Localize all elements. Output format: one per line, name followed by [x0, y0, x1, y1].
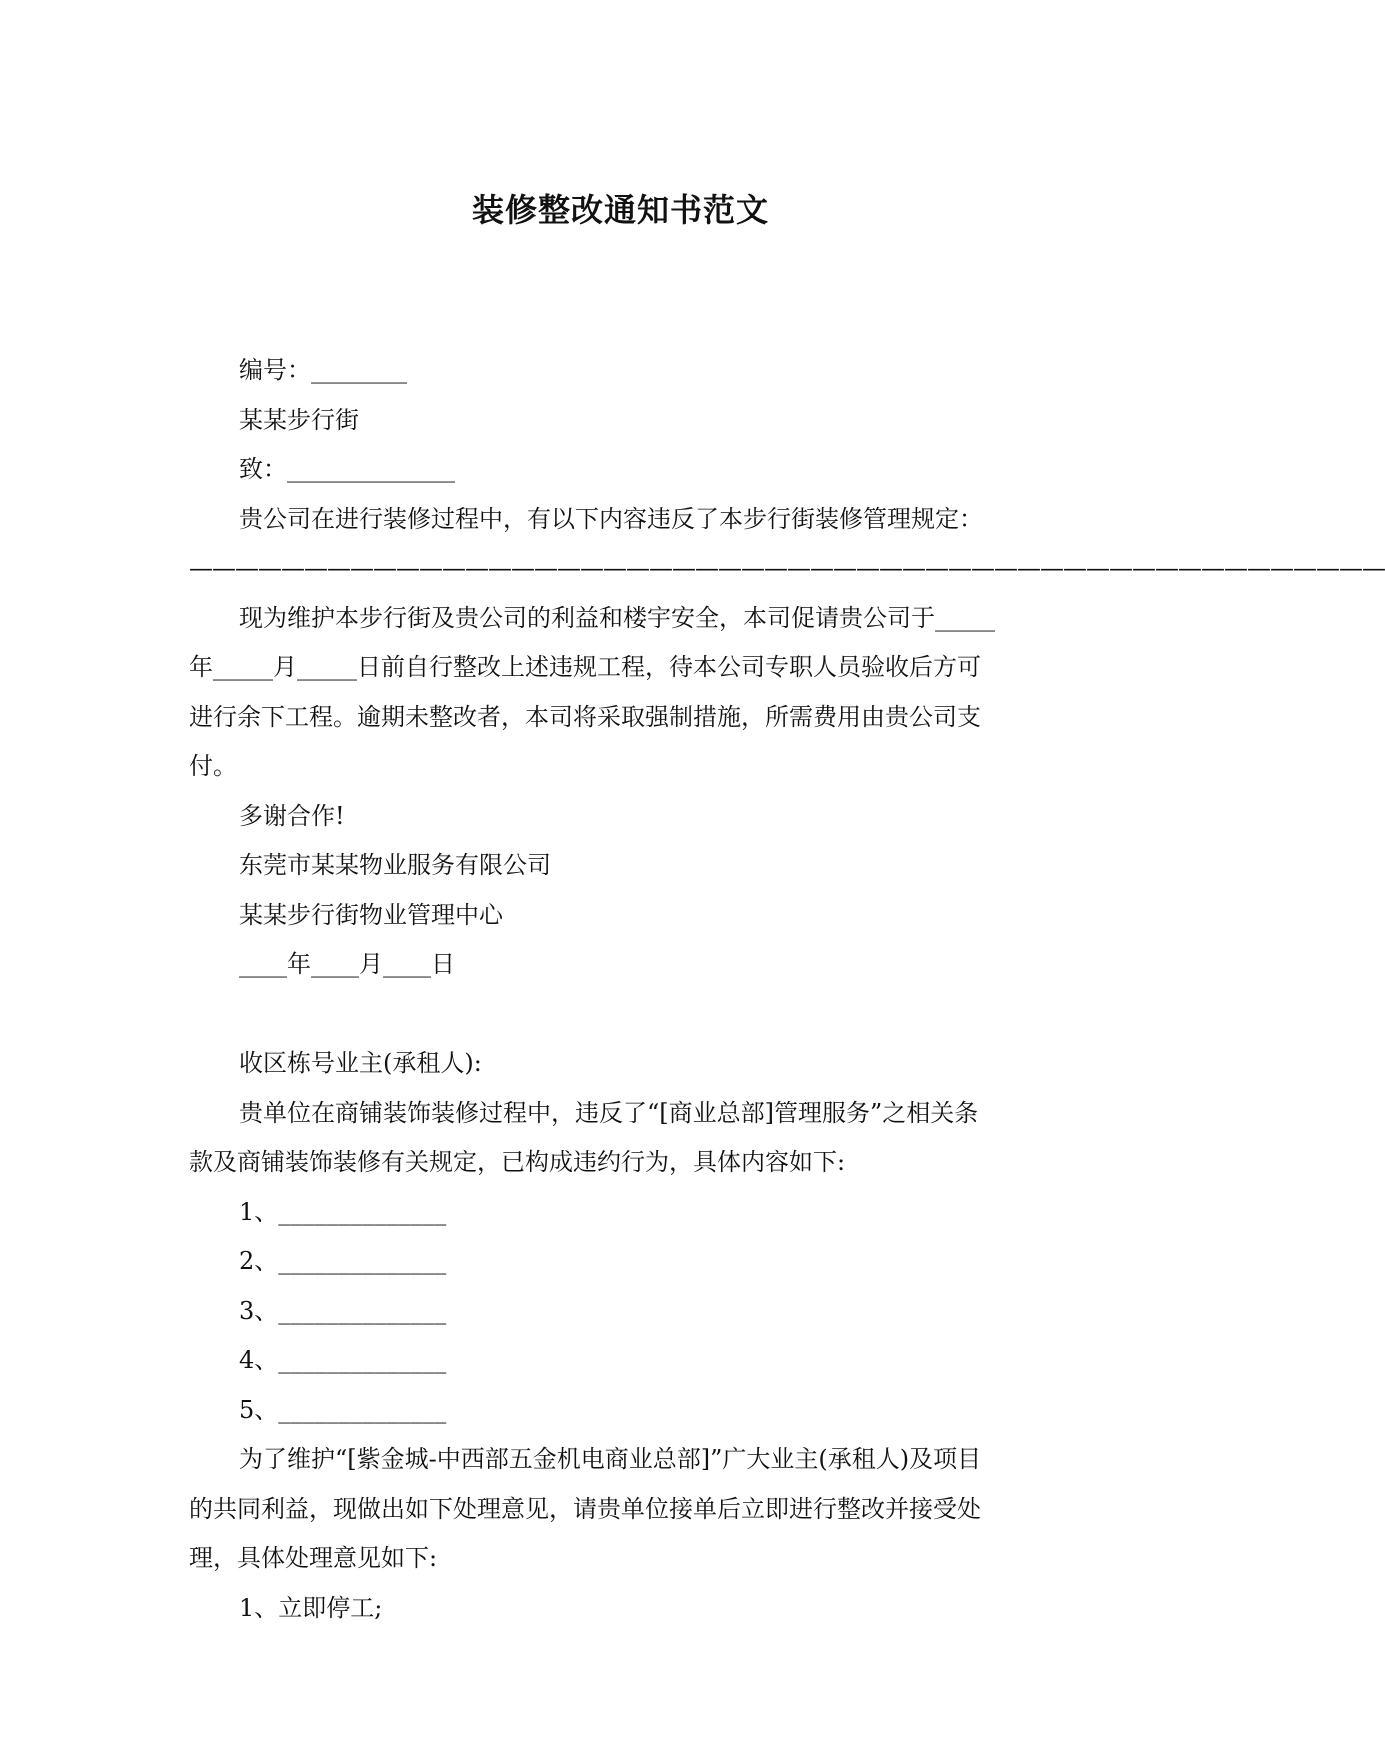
section-gap	[189, 990, 1054, 1040]
notice-number: 编号：________	[239, 356, 407, 384]
violation-item-3: 3、______________	[239, 1296, 447, 1325]
body-line-2: 年_____月_____日前自行整改上述违规工程，待本公司专职人员验收后方可	[189, 653, 981, 681]
date-line: ____年____月____日	[239, 950, 455, 978]
intro-line-1: 贵单位在商铺装饰装修过程中，违反了“[商业总部]管理服务”之相关条	[239, 1098, 979, 1127]
company-name: 东莞市某某物业服务有限公司	[239, 851, 551, 879]
first-action-item: 1、立即停工;	[239, 1593, 383, 1622]
action-line-1: 为了维护“[紫金城-中西部五金机电商业总部]”广大业主(承租人)及项目	[239, 1445, 982, 1473]
body-line-3: 进行余下工程。逾期未整改者，本司将采取强制措施，所需费用由贵公司支	[189, 702, 981, 731]
notice-location: 某某步行街	[239, 405, 359, 434]
violation-item-2: 2、______________	[239, 1247, 447, 1275]
violation-item-4: 4、______________	[239, 1346, 447, 1374]
violation-item-1: 1、______________	[239, 1197, 447, 1226]
thanks-line: 多谢合作!	[239, 801, 345, 830]
action-line-3: 理，具体处理意见如下:	[189, 1544, 438, 1572]
document-title: 装修整改通知书范文	[471, 191, 769, 229]
department-name: 某某步行街物业管理中心	[239, 900, 503, 929]
notice-recipient: 致：______________	[239, 455, 455, 483]
body-line-4: 付。	[189, 752, 237, 780]
document-body	[189, 346, 1385, 1633]
violation-blank-line: ————————————————————————————————————————————————————	[189, 554, 1385, 582]
intro-line-2: 款及商铺装饰装修有关规定，已构成违约行为，具体内容如下:	[189, 1148, 846, 1176]
violation-item-5: 5、______________	[239, 1395, 447, 1424]
violation-intro: 贵公司在进行装修过程中，有以下内容违反了本步行街装修管理规定：	[239, 504, 983, 533]
second-recipient: 收区栋号业主(承租人):	[239, 1049, 482, 1077]
action-line-2: 的共同利益，现做出如下处理意见，请贵单位接单后立即进行整改并接受处	[189, 1494, 981, 1523]
body-line-1: 现为维护本步行街及贵公司的利益和楼宇安全，本司促请贵公司于_____	[239, 603, 995, 632]
